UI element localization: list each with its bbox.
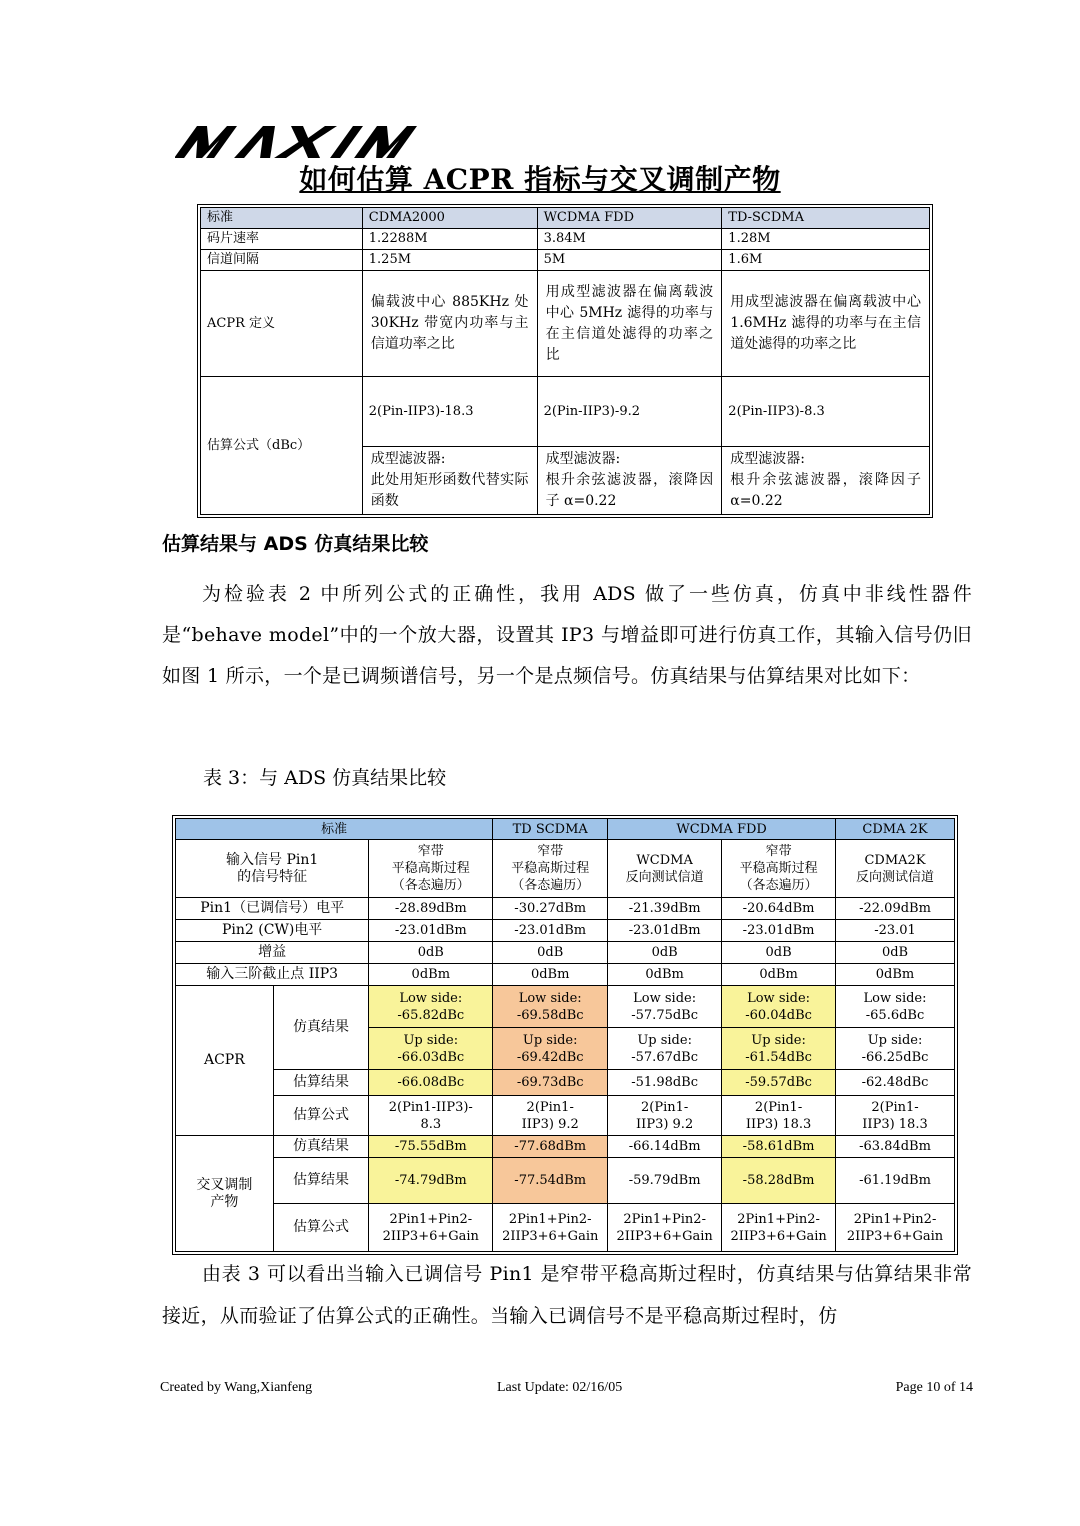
table-cell: 2(Pin1- IIP3) 18.3 [722, 1096, 836, 1136]
table-row [176, 1096, 955, 1136]
table-cell: 1.2288M [362, 229, 537, 250]
table-cell: -66.14dBm [608, 1136, 722, 1158]
table-cell: Low side: -57.75dBc [608, 986, 722, 1028]
table-cell: 增益 [176, 942, 369, 964]
table-cell: 0dB [608, 942, 722, 964]
table-cell: 1.25M [362, 250, 537, 271]
table-cell: 仿真结果 [273, 986, 369, 1070]
table-cell: CDMA2K 反向测试信道 [836, 840, 955, 898]
body-paragraph-2: 由表 3 可以看出当输入已调信号 Pin1 是窄带平稳高斯过程时，仿真结果与估算结果非常接近，从而验证了估算公式的正确性。当输入已调信号不是平稳高斯过程时，仿 [162, 1263, 972, 1327]
table-row [176, 819, 955, 840]
table-row [176, 840, 955, 898]
table-cell: 0dB [722, 942, 836, 964]
table-cell: 1.6M [722, 250, 930, 271]
table-cell: 仿真结果 [273, 1136, 369, 1158]
table-row [176, 1204, 955, 1252]
table-cell: -30.27dBm [493, 898, 608, 920]
table-cell: 2Pin1+Pin2- 2IIP3+6+Gain [493, 1204, 608, 1252]
table-row [176, 920, 955, 942]
table-cell: 0dB [836, 942, 955, 964]
footer-updated: Last Update: 02/16/05 [497, 1380, 623, 1395]
table-row [201, 271, 930, 377]
table-cell: -23.01dBm [369, 920, 493, 942]
table-cell: 标准 [176, 819, 493, 840]
table-row [176, 1070, 955, 1096]
table-cell: 2Pin1+Pin2- 2IIP3+6+Gain [369, 1204, 493, 1252]
table-cell: 2Pin1+Pin2- 2IIP3+6+Gain [836, 1204, 955, 1252]
table-cell: -23.01dBm [608, 920, 722, 942]
table-cell: -23.01dBm [493, 920, 608, 942]
table-row [176, 1136, 955, 1158]
table-cell: -66.08dBc [369, 1070, 493, 1096]
table-cell: 2(Pin-IIP3)-8.3 [722, 377, 930, 447]
table-row [201, 377, 930, 447]
table-cell: 1.28M [722, 229, 930, 250]
table-cell: 成型滤波器: 根升余弦滤波器，滚降因子 α=0.22 [722, 447, 930, 515]
footer-created: Created by Wang,Xianfeng [160, 1380, 313, 1395]
table-cell: 码片速率 [201, 229, 363, 250]
table-cell: 窄带 平稳高斯过程 （各态遍历） [369, 840, 493, 898]
table-cell: ACPR [176, 986, 274, 1136]
table-cell: 标准 [201, 208, 363, 229]
table-row [176, 1158, 955, 1204]
table-cell: Low side: -65.6dBc [836, 986, 955, 1028]
table-cell: Up side: -61.54dBc [722, 1028, 836, 1070]
table-cell: -51.98dBc [608, 1070, 722, 1096]
body-paragraph: 为检验表 2 中所列公式的正确性，我用 ADS 做了一些仿真，仿真中非线性器件是“behave model”中的一个放大器，设置其 IP3 与增益即可进行仿真工作，其输入信号仍旧如图 1 所示，一个是已调频谱信号，另一个是点频信号。仿真结果与估算结果对比如下： [162, 583, 972, 687]
table-cell: Low side: -69.58dBc [493, 986, 608, 1028]
table-row [176, 898, 955, 920]
table-cell: -20.64dBm [722, 898, 836, 920]
table-cell: -23.01 [836, 920, 955, 942]
table-cell: CDMA2000 [362, 208, 537, 229]
table-cell: 估算公式（dBc） [201, 377, 363, 515]
table-cell: Pin1（已调信号）电平 [176, 898, 369, 920]
table-row [201, 229, 930, 250]
table-cell: -21.39dBm [608, 898, 722, 920]
table-cell: 用成型滤波器在偏离载波中心 5MHz 滤得的功率与在主信道处滤得的功率之比 [537, 271, 722, 377]
table-cell: 2Pin1+Pin2- 2IIP3+6+Gain [608, 1204, 722, 1252]
table-cell: ACPR 定义 [201, 271, 363, 377]
table-cell: Up side: -66.25dBc [836, 1028, 955, 1070]
table-cell: 窄带 平稳高斯过程 （各态遍历） [493, 840, 608, 898]
table-cell: 2(Pin1- IIP3) 18.3 [836, 1096, 955, 1136]
table-cell: CDMA 2K [836, 819, 955, 840]
table-cell: 偏载波中心 885KHz 处 30KHz 带宽内功率与主信道功率之比 [362, 271, 537, 377]
table-cell: -69.73dBc [493, 1070, 608, 1096]
table-cell: -63.84dBm [836, 1136, 955, 1158]
table-caption: 表 3：与 ADS 仿真结果比较 [203, 767, 447, 789]
standards-table [200, 207, 930, 515]
table-cell: -61.19dBm [836, 1158, 955, 1204]
table-cell: Up side: -66.03dBc [369, 1028, 493, 1070]
table-cell: -77.68dBm [493, 1136, 608, 1158]
table-cell: 估算结果 [273, 1070, 369, 1096]
table-cell: TD-SCDMA [722, 208, 930, 229]
table-cell: 2Pin1+Pin2- 2IIP3+6+Gain [722, 1204, 836, 1252]
table-cell: -28.89dBm [369, 898, 493, 920]
table-cell: -23.01dBm [722, 920, 836, 942]
table-row [176, 986, 955, 1028]
table-cell: -75.55dBm [369, 1136, 493, 1158]
table-cell: Low side: -60.04dBc [722, 986, 836, 1028]
table-cell: -58.28dBm [722, 1158, 836, 1204]
table-cell: 0dBm [722, 964, 836, 986]
table-cell: 2(Pin1-IIP3)- 8.3 [369, 1096, 493, 1136]
table-cell: -74.79dBm [369, 1158, 493, 1204]
table-cell: -62.48dBc [836, 1070, 955, 1096]
table-cell: 窄带 平稳高斯过程 （各态遍历） [722, 840, 836, 898]
table-cell: TD SCDMA [493, 819, 608, 840]
table-cell: WCDMA 反向测试信道 [608, 840, 722, 898]
table-cell: 2(Pin-IIP3)-18.3 [362, 377, 537, 447]
table-cell: 成型滤波器: 根升余弦滤波器，滚降因子 α=0.22 [537, 447, 722, 515]
table-cell: 0dBm [836, 964, 955, 986]
table-cell: -58.61dBm [722, 1136, 836, 1158]
comparison-table [175, 818, 955, 1252]
table-cell: 用成型滤波器在偏离载波中心 1.6MHz 滤得的功率与在主信道处滤得的功率之比 [722, 271, 930, 377]
maxim-logo [175, 126, 451, 158]
document-title: 如何估算 ACPR 指标与交叉调制产物 [299, 163, 781, 196]
table-cell: -77.54dBm [493, 1158, 608, 1204]
table-cell: 0dBm [608, 964, 722, 986]
table-cell: Up side: -57.67dBc [608, 1028, 722, 1070]
footer-page: Page 10 of 14 [895, 1380, 973, 1395]
table-cell: 0dBm [369, 964, 493, 986]
table-cell: -22.09dBm [836, 898, 955, 920]
table-cell: 3.84M [537, 229, 722, 250]
table-row [176, 942, 955, 964]
table-cell: 2(Pin1- IIP3) 9.2 [608, 1096, 722, 1136]
table-cell: 2(Pin-IIP3)-9.2 [537, 377, 722, 447]
table-cell: 成型滤波器: 此处用矩形函数代替实际函数 [362, 447, 537, 515]
section-heading: 估算结果与 ADS 仿真结果比较 [162, 533, 429, 555]
table-row [201, 250, 930, 271]
table-cell: 5M [537, 250, 722, 271]
table-cell: Pin2 (CW)电平 [176, 920, 369, 942]
table-cell: 输入三阶截止点 IIP3 [176, 964, 369, 986]
table-cell: 估算公式 [273, 1204, 369, 1252]
table-cell: 0dBm [493, 964, 608, 986]
table-cell: Up side: -69.42dBc [493, 1028, 608, 1070]
table-cell: 0dB [493, 942, 608, 964]
table-row [201, 208, 930, 229]
table-cell: 2(Pin1- IIP3) 9.2 [493, 1096, 608, 1136]
table-cell: Low side: -65.82dBc [369, 986, 493, 1028]
table-cell: -59.79dBm [608, 1158, 722, 1204]
table-cell: -59.57dBc [722, 1070, 836, 1096]
table-cell: 估算公式 [273, 1096, 369, 1136]
table-cell: WCDMA FDD [608, 819, 836, 840]
table-cell: 估算结果 [273, 1158, 369, 1204]
table-cell: 交叉调制 产物 [176, 1136, 274, 1252]
table-cell: WCDMA FDD [537, 208, 722, 229]
table-cell: 输入信号 Pin1 的信号特征 [176, 840, 369, 898]
table-cell: 信道间隔 [201, 250, 363, 271]
table-row [176, 964, 955, 986]
table-cell: 0dB [369, 942, 493, 964]
